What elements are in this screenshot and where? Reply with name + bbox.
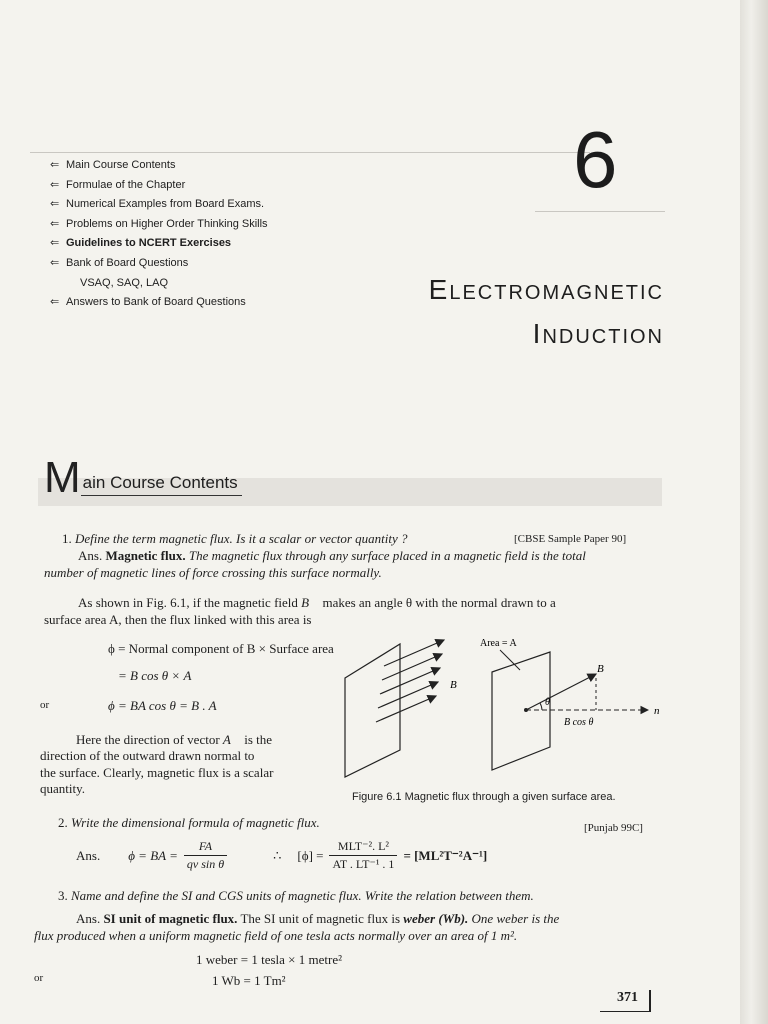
paragraph-text: Here the direction of vector (76, 732, 220, 747)
answer-label: Ans. (76, 911, 101, 926)
toc-item-label: Numerical Examples from Board Exams. (66, 198, 265, 211)
area-label: Area = A (480, 638, 517, 649)
question-source: [CBSE Sample Paper 90] (514, 533, 627, 545)
toc-item (50, 254, 268, 274)
paragraph-line: quantity. (40, 781, 86, 796)
vector-b-arrow (526, 674, 596, 710)
question-text: Write the dimensional formula of magnetic flux. (71, 815, 320, 830)
question-source: [Punjab 99C] (584, 822, 643, 834)
fraction (329, 838, 397, 873)
section-heading-text: ain Course Contents (81, 473, 242, 496)
question-2 (58, 814, 320, 831)
answer-3-line2: flux produced when a uniform magnetic field of one tesla acts normally over an area of 1 m². (34, 928, 518, 943)
page-number-rule (600, 1011, 651, 1012)
equation: = B cos θ × A (118, 668, 192, 683)
question-3 (58, 887, 534, 904)
arrow-left-icon: ⇐ (50, 178, 60, 191)
answer-1-line2: number of magnetic lines of force crossing this surface normally. (44, 565, 382, 580)
paragraph-text: is the (244, 732, 273, 747)
question-number: 2. (58, 815, 68, 830)
header-rule (30, 152, 590, 153)
answer-text: The SI unit of magnetic flux is (240, 911, 401, 926)
answer-text: The magnetic flux through any surface placed in a magnetic field is the total (188, 548, 586, 563)
page-edge (740, 0, 768, 1024)
bcos-label: B cos θ (564, 717, 594, 728)
figure-6-1 (340, 632, 670, 782)
question-text: Define the term magnetic flux. Is it a scalar or vector quantity ? (75, 531, 408, 546)
answer-3-line1 (76, 910, 559, 927)
paragraph-text: As shown in Fig. 6.1, if the magnetic field (78, 595, 298, 610)
therefore-symbol: ∴ (273, 848, 282, 863)
chapter-title (429, 268, 664, 356)
fraction-denominator: AT . LT⁻¹ . 1 (332, 857, 395, 871)
chapter-number: 6 (573, 115, 618, 204)
section-heading (44, 453, 242, 502)
equation-lhs: [ϕ] = (297, 848, 324, 863)
toc-item (50, 176, 268, 196)
fraction (184, 838, 227, 873)
flux-plane-left (345, 644, 400, 777)
equation: 1 Wb = 1 Tm² (212, 973, 286, 988)
paragraph-line: the surface. Clearly, magnetic flux is a scalar (40, 765, 274, 780)
equation-lhs: ϕ = BA = (128, 848, 178, 863)
section-heading-initial: M (44, 453, 81, 502)
answer-term: Magnetic flux. (105, 548, 186, 563)
page-number-bar (649, 990, 651, 1012)
toc-item-label: Problems on Higher Order Thinking Skills (66, 217, 268, 230)
fraction-denominator: qv sin θ (186, 857, 225, 871)
toc-item-label: Bank of Board Questions (66, 256, 189, 269)
answer-2 (76, 838, 487, 873)
field-b-label: B (450, 679, 457, 691)
question-number: 3. (58, 888, 68, 903)
toc-item (50, 215, 268, 235)
toc-item (50, 156, 268, 176)
paragraph-line (78, 594, 556, 611)
vector-b-label: B (597, 663, 604, 675)
toc-subitem-label: VSAQ, SAQ, LAQ (80, 276, 169, 289)
equation: ϕ = BA cos θ = B . A (108, 698, 217, 713)
arrow-left-icon: ⇐ (50, 159, 60, 171)
paragraph-line: surface area A, then the flux linked with this area is (44, 612, 312, 627)
toc-item (50, 293, 268, 313)
answer-label: Ans. (76, 848, 101, 863)
question-text: Name and define the SI and CGS units of magnetic flux. Write the relation between them. (71, 888, 534, 903)
question-number: 1. (62, 531, 72, 546)
question-1 (62, 530, 408, 547)
or-label: or (34, 972, 44, 984)
toc-item (50, 234, 268, 254)
answer-text: One weber is the (471, 911, 560, 926)
paragraph-line: direction of the outward drawn normal to (40, 748, 255, 763)
theta-arc (540, 703, 542, 710)
chapter-number-rule (535, 211, 665, 212)
toc-item-label: Guidelines to NCERT Exercises (66, 237, 232, 250)
page-number: 371 (617, 990, 638, 1005)
chapter-contents-list (50, 156, 268, 313)
vector-a-symbol: A⃗ (222, 732, 241, 747)
toc-item-label: Main Course Contents (66, 159, 176, 171)
theta-label: θ (545, 697, 550, 708)
fraction-numerator: FA (184, 838, 227, 856)
toc-item-label: Answers to Bank of Board Questions (66, 296, 246, 309)
chapter-title-line1: Electromagnetic (428, 274, 664, 305)
or-label: or (40, 699, 50, 711)
answer-term: SI unit of magnetic flux. (103, 911, 238, 926)
figure-caption: Figure 6.1 Magnetic flux through a given surface area. (352, 791, 616, 803)
toc-item-label: Formulae of the Chapter (66, 178, 186, 191)
area-pointer (500, 650, 520, 670)
answer-term: weber (Wb). (403, 911, 469, 926)
paragraph-line (76, 731, 272, 748)
vector-b-symbol: B⃗ (301, 595, 320, 610)
paragraph-text: makes an angle θ with the normal drawn to a (322, 595, 556, 610)
fraction-numerator: MLT⁻². L² (329, 838, 397, 856)
equation-result: = [ML²T⁻²A⁻¹] (403, 848, 488, 863)
normal-label: n (654, 705, 660, 717)
chapter-title-line2: Induction (532, 318, 664, 349)
toc-subitem (50, 274, 268, 294)
arrow-left-icon: ⇐ (50, 198, 60, 211)
toc-item (50, 195, 268, 215)
flux-plane-right (492, 652, 550, 770)
arrow-left-icon: ⇐ (50, 296, 60, 309)
arrow-left-icon: ⇐ (50, 237, 60, 250)
arrow-left-icon: ⇐ (50, 217, 60, 230)
answer-label: Ans. (78, 548, 103, 563)
arrow-left-icon: ⇐ (50, 256, 60, 269)
equation: ϕ = Normal component of B × Surface area (108, 641, 334, 656)
equation: 1 weber = 1 tesla × 1 metre² (196, 952, 342, 967)
answer-1-line1 (78, 547, 586, 564)
